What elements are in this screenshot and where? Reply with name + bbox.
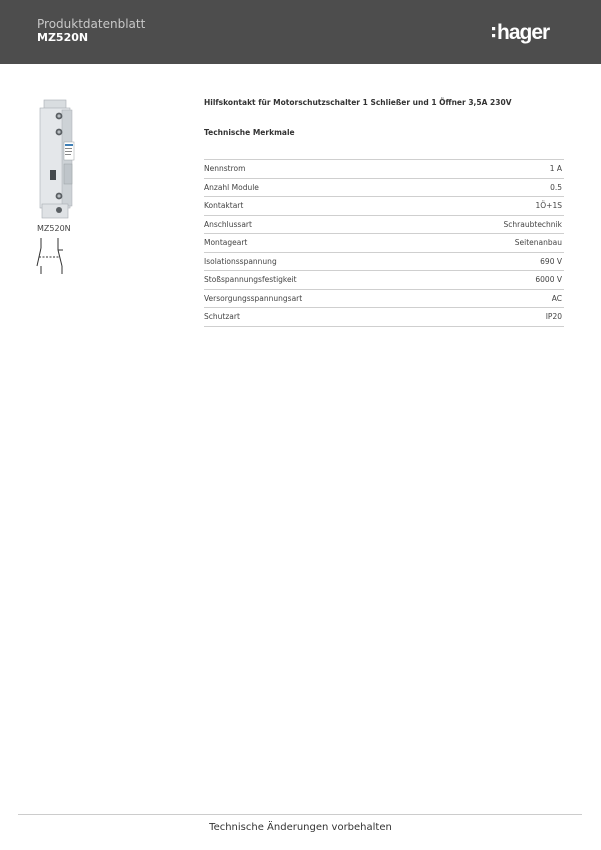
spec-row (204, 290, 564, 309)
footer-note: Technische Änderungen vorbehalten (209, 822, 392, 833)
page-header (0, 0, 601, 64)
spec-value: 0.5 (550, 182, 562, 192)
spec-table (204, 159, 564, 327)
spec-label: Isolationsspannung (204, 256, 277, 266)
brand-logo (492, 19, 566, 45)
spec-row (204, 179, 564, 198)
product-image-caption: MZ520N (37, 224, 71, 233)
spec-label: Anschlussart (204, 219, 252, 229)
spec-value: AC (551, 293, 562, 303)
product-content (204, 98, 564, 327)
header-subtitle: Produktdatenblatt (37, 17, 146, 31)
spec-value: 690 V (540, 256, 562, 266)
spec-row (204, 271, 564, 290)
spec-row (204, 197, 564, 216)
product-image (36, 96, 76, 224)
contact-symbol-icon (34, 236, 70, 276)
spec-label: Nennstrom (204, 164, 246, 174)
spec-label: Montageart (204, 238, 248, 248)
spec-row (204, 216, 564, 235)
spec-value: Seitenanbau (514, 238, 562, 248)
spec-value: 1 A (549, 164, 562, 174)
spec-row (204, 253, 564, 272)
spec-row (204, 234, 564, 253)
spec-label: Versorgungsspannungsart (204, 293, 303, 303)
spec-label: Stoßspannungsfestigkeit (204, 275, 297, 285)
spec-value: 1Ö+1S (535, 201, 562, 211)
spec-label: Anzahl Module (204, 182, 259, 192)
spec-value: IP20 (545, 312, 562, 322)
brand-logo-text: hager (497, 21, 550, 44)
header-product-code: MZ520N (37, 31, 89, 44)
spec-value: 6000 V (535, 275, 562, 285)
product-title: Hilfskontakt für Motorschutzschalter 1 Schließer und 1 Öffner 3,5A 230V (204, 98, 512, 107)
spec-value: Schraubtechnik (503, 219, 562, 229)
spec-label: Schutzart (204, 312, 240, 322)
footer-divider (18, 814, 582, 815)
spec-row (204, 160, 564, 179)
section-title: Technische Merkmale (204, 128, 295, 137)
spec-row (204, 308, 564, 327)
spec-label: Kontaktart (204, 201, 244, 211)
